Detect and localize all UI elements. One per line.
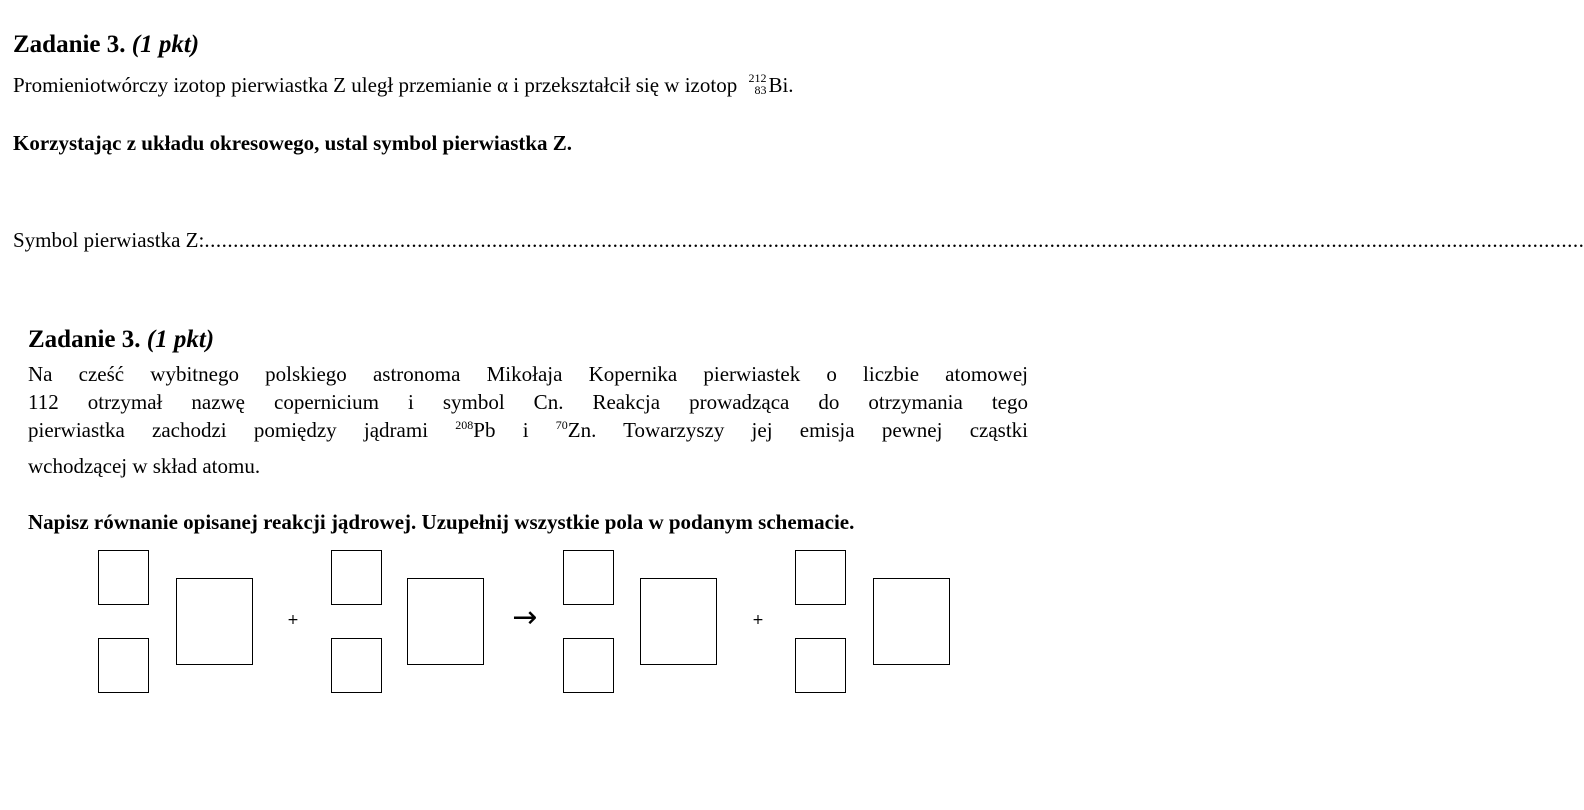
reactant2-atomic-number-box[interactable] [331, 638, 382, 693]
bi-mass-number: 212 [748, 71, 767, 86]
product2-mass-box[interactable] [795, 550, 846, 605]
reactant1-mass-box[interactable] [98, 550, 149, 605]
task2-heading [28, 325, 214, 355]
task2-line-3 [28, 416, 1028, 444]
reactant1-symbol-box[interactable] [176, 578, 253, 665]
task2-paragraph [28, 360, 1028, 480]
product1-mass-box[interactable] [563, 550, 614, 605]
plus-sign: + [287, 612, 299, 628]
product1-atomic-number-box[interactable] [563, 638, 614, 693]
reactant2-mass-box[interactable] [331, 550, 382, 605]
task2-line-4: wchodzącej w skład atomu. [28, 454, 261, 478]
task1-answer-line[interactable] [13, 226, 1584, 254]
product2-symbol-box[interactable] [873, 578, 950, 665]
plus-sign: + [752, 612, 764, 628]
product2-atomic-number-box[interactable] [795, 638, 846, 693]
task2-line-1: Na cześć wybitnego polskiego astronoma Mikołaja Kopernika pierwiastek o liczbie atomowej [28, 362, 1028, 386]
task2-line-3-text: pierwiastka zachodzi pomiędzy jądrami [28, 418, 456, 442]
answer-dotted-field[interactable]: ................................................................................................................................................................................................................................................ [204, 228, 1584, 252]
task1-heading-title: Zadanie 3. [13, 31, 126, 58]
zn-mass-number: 70 [555, 418, 568, 432]
task1-body-text: Promieniotwórczy izotop pierwiastka Z uległ przemianie α i przekształcił się w izotop [13, 73, 738, 97]
task1-instruction: Korzystając z układu okresowego, ustal symbol pierwiastka Z. [13, 131, 573, 155]
zn-symbol: Zn. Towarzyszy jej emisja pewnej cząstki [567, 418, 1028, 442]
product1-symbol-box[interactable] [640, 578, 717, 665]
answer-label: Symbol pierwiastka Z: [13, 228, 205, 252]
task2-heading-title: Zadanie 3. [28, 326, 141, 353]
task2-heading-points: (1 pkt) [146, 326, 215, 353]
task2-instruction: Napisz równanie opisanej reakcji jądrowej. Uzupełnij wszystkie pola w podanym schemacie. [28, 510, 855, 534]
reactant1-atomic-number-box[interactable] [98, 638, 149, 693]
bi-atomic-number: 83 [754, 83, 767, 98]
task1-body [13, 72, 794, 99]
reaction-arrow: → [512, 600, 538, 635]
bi-nuclide-notation [748, 72, 766, 96]
task2-line-2: 112 otrzymał nazwę copernicium i symbol Cn. Reakcja prowadząca do otrzymania tego [28, 390, 1028, 414]
task1-heading [13, 30, 199, 60]
reactant2-symbol-box[interactable] [407, 578, 484, 665]
task1-heading-points: (1 pkt) [131, 31, 200, 58]
pb-symbol: Pb i [473, 418, 556, 442]
pb-mass-number: 208 [455, 418, 474, 432]
bi-symbol: Bi. [768, 73, 794, 97]
